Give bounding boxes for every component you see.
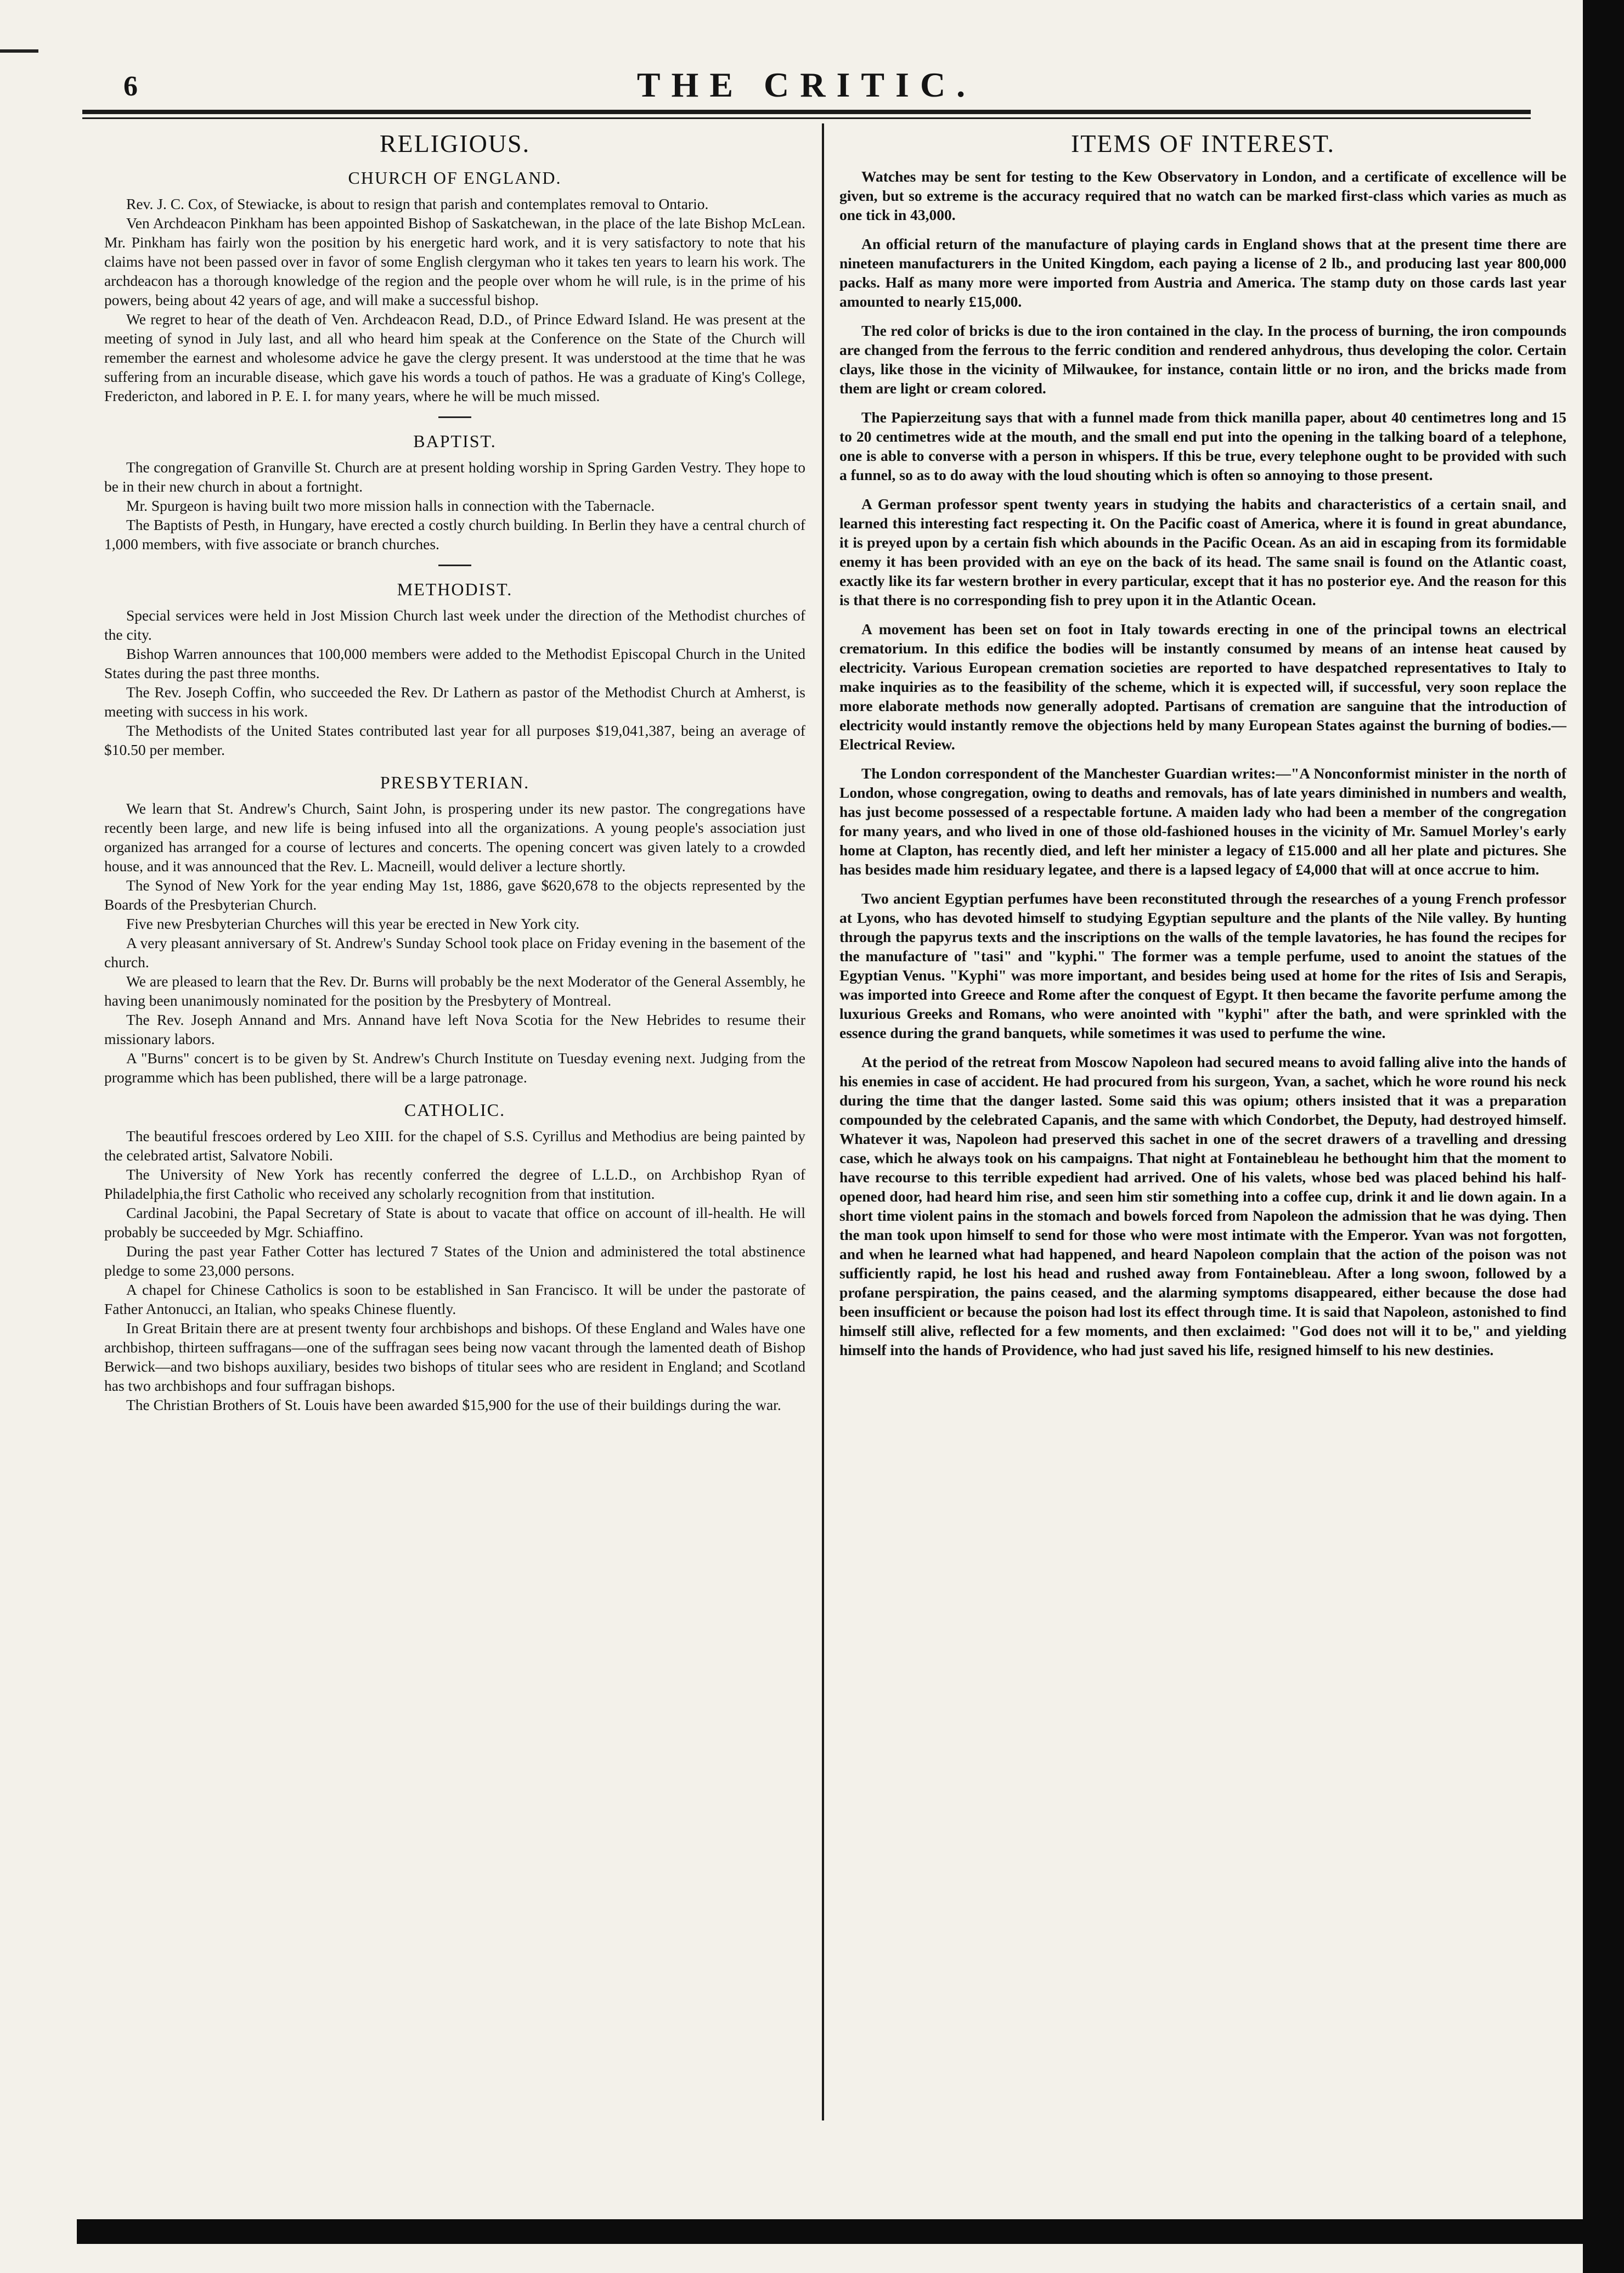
presbyterian-section (104, 771, 805, 1087)
items-of-interest-column (839, 125, 1566, 1369)
column-divider (822, 123, 824, 2120)
article-paragraph: The congregation of Granville St. Church are at present holding worship in Spring Garden Vestry. They hope to be in their new church in about a fortnight. (104, 459, 805, 495)
article-paragraph: At the period of the retreat from Moscow Napoleon had secured means to avoid falling alive into the hands of his enemies in case of accident. He had procured from his surgeon, Yvan, a sachet, which he wore round his neck during the time that the danger lasted. Some said this was opium; others insisted that it was a preparation compounded by the celebrated Capanis, and the same with which Condorbet, the Deputy, had destroyed himself. Whatever it was, Napoleon had preserved this sachet in one of the secret drawers of a travelling and dressing case, which he always took on his campaigns. That night at Fontainebleau he bethought him that the moment to have recourse to this terrible expedient had arrived. One of his valets, whose bed was placed behind his half-opened door, had heard him rise, and seen him stir something into a coffee cup, drink it and lie down again. In a short time violent pains in the stomach and bowels forced from Napoleon the admission that he was dying. Then the man took upon himself to send for those who were most intimate with the Emperor. Yvan was not forgotten, and when he learned what had happened, and heard Napoleon complain that the action of the poison was not sufficiently rapid, he lost his head and rushed away from Fontainebleau. After a long swoon, followed by a profane perspiration, the pains ceased, and the alarming symptoms disappeared, either because the dose had been insufficient or because the poison had lost its effect through time. It is said that Napoleon, astonished to find himself still alive, reflected for a few moments, and then exclaimed: "God does not will it to be," and yielding himself into the hands of Providence, who had just saved his life, resigned himself to his new destinies. (839, 1053, 1566, 1358)
article-paragraph: A very pleasant anniversary of St. Andrew's Sunday School took place on Friday evening in the basement of the church. (104, 934, 805, 971)
article-paragraph: Mr. Spurgeon is having built two more mission halls in connection with the Tabernacle. (126, 497, 655, 514)
article-paragraph: The Methodists of the United States contributed last year for all purposes $19,041,387, being an average of $10.50 per member. (104, 722, 805, 758)
religious-column (104, 125, 805, 1414)
article-paragraph: During the past year Father Cotter has lectured 7 States of the Union and administered the total abstinence pledge to some 23,000 persons. (104, 1243, 805, 1279)
article-paragraph: The Papierzeitung says that with a funnel made from thick manilla paper, about 40 centimetres long and 15 to 20 centimetres wide at the mouth, and the small end put into the opening in the talking board of a telephone, one is able to converse with a person in whispers. If this be true, every telephone ought to be provided with such a funnel, so as to do away with the loud shouting which is often so annoying to those present. (839, 409, 1566, 483)
article-paragraph: A German professor spent twenty years in studying the habits and characteristics of a certain snail, and learned this interesting fact respecting it. On the Pacific coast of America, where it is found in great abundance, it is preyed upon by a certain fish which abounds in the Pacific Ocean. As an aid in escaping from its formidable enemy it has been provided with an eye on the back of its head. The same snail is found on the Atlantic coast, exactly like its far western brother in every particular, except that it has no posterior eye. And the reason for this is that there is no corresponding fish to prey upon it in the Atlantic Ocean. (839, 495, 1566, 608)
article-paragraph: Two ancient Egyptian perfumes have been reconstituted through the researches of a young French professor at Lyons, who has devoted himself to studying Egyptian sepulture and the plants of the Nile valley. By hunting through the papyrus texts and the inscriptions on the walls of the temple lavatories, he has found the recipes for the manufacture of "tasi" and "kyphi." The former was a temple perfume, used to anoint the statues of the Egyptian Venus. "Kyphi" was more important, and besides being used at home for the rites of Isis and Serapis, was imported into Greece and Rome after the conquest of Egypt. It then became the favorite perfume among the luxurious Greeks and Romans, who were anointed with "kyphi" after the bath, and were sprinkled with the essence during the grand banquets, while sometimes it was used to perfume the wine. (839, 890, 1566, 1041)
article-paragraph: The London correspondent of the Manchester Guardian writes:—"A Nonconformist minister in the north of London, whose congregation, owing to deaths and removals, has of late years diminished in numbers and wealth, has just become possessed of a respectable fortune. A maiden lady who had been a member of the congregation for many years, and who lived in one of those old-fashioned houses in the vicinity of Mr. Samuel Morley's early home at Clapton, has recently died, and left her minister a legacy of £15.000 and all her plate and pictures. She has besides made him residuary legatee, and there is a lapsed legacy of £4,000 that will at once accrue to him. (839, 765, 1566, 878)
article-paragraph: The Synod of New York for the year ending May 1st, 1886, gave $620,678 to the objects represented by the Boards of the Presbyterian Church. (104, 877, 805, 913)
religious-heading: RELIGIOUS. (379, 129, 531, 157)
masthead (82, 65, 1531, 114)
article-paragraph: We are pleased to learn that the Rev. Dr. Burns will probably be the next Moderator of the General Assembly, he having been unanimously nominated for the position by the Presbytery of Montreal. (104, 973, 805, 1009)
article-paragraph: An official return of the manufacture of playing cards in England shows that at the present time there are nineteen manufacturers in the United Kingdom, each paying a license of 2 lb., and producing last year 800,000 packs. Half as many more were imported from Austria and America. The stamp duty on those cards last year amounted to nearly £15,000. (839, 235, 1566, 310)
article-paragraph: Five new Presbyterian Churches will this year be erected in New York city. (126, 915, 580, 932)
article-paragraph: The Rev. Joseph Coffin, who succeeded the Rev. Dr Lathern as pastor of the Methodist Church at Amherst, is meeting with success in his work. (104, 684, 805, 720)
article-paragraph: A "Burns" concert is to be given by St. Andrew's Church Institute on Tuesday evening next. Judging from the programme which has been published, there will be a large patronage. (104, 1050, 805, 1086)
baptist-section (104, 416, 805, 554)
catholic-section (104, 1099, 805, 1414)
article-paragraph: The Christian Brothers of St. Louis have been awarded $15,900 for the use of their buildings during the war. (126, 1396, 781, 1413)
article-paragraph: We regret to hear of the death of Ven. Archdeacon Read, D.D., of Prince Edward Island. He was present at the meeting of synod in July last, and all who heard him speak at the Conference on the State of the Church will remember the earnest and wholesome advice he gave the clergy present. It was understood at the time that he was suffering from an incurable disease, which gave his words a touch of pathos. He was a graduate of King's College, Fredericton, and labored in P. E. I. for many years, where he will be much missed. (104, 311, 805, 404)
church-of-england-section (104, 167, 805, 405)
presbyterian-heading: PRESBYTERIAN. (380, 772, 530, 792)
masthead-rule-thin (82, 117, 1531, 119)
masthead-rule-thick (82, 110, 1531, 114)
section-rule (438, 565, 471, 566)
article-paragraph: A movement has been set on foot in Italy towards erecting in one of the principal towns an electrical crematorium. In this edifice the bodies will be instantly consumed by means of an intense heat caused by electricity. Various European cremation societies are reported to have despatched representatives to Italy to make inquiries as to the feasibility of the scheme, which it is expected will, if successful, very soon replace the more elaborate methods now generally adopted. Partisans of cremation are sanguine that the introduction of electricity would instantly remove the objections held by many European States against the burning of bodies.—Electrical Review. (839, 621, 1566, 753)
article-paragraph: Watches may be sent for testing to the Kew Observatory in London, and a certificate of excellence will be given, but so extreme is the accuracy required that no watch can be marked first-class which varies as much as one tick in 43,000. (839, 168, 1566, 223)
article-paragraph: Special services were held in Jost Mission Church last week under the direction of the Methodist churches of the city. (104, 607, 805, 643)
article-paragraph: Ven Archdeacon Pinkham has been appointed Bishop of Saskatchewan, in the place of the late Bishop McLean. Mr. Pinkham has fairly won the position by his energetic hard work, and it is very satisfactory to note that his claims have not been passed over in favor of some English clergyman who it takes ten years to learn his work. The archdeacon has a thorough knowledge of the region and the people over whom he will rule, is in the prime of his powers, being about 42 years of age, and will make a successful bishop. (104, 215, 805, 308)
scan-bottom-shadow (77, 2219, 1591, 2244)
article-paragraph: The beautiful frescoes ordered by Leo XIII. for the chapel of S.S. Cyrillus and Methodius are being painted by the celebrated artist, Salvatore Nobili. (104, 1127, 805, 1164)
catholic-heading: CATHOLIC. (404, 1100, 506, 1120)
article-paragraph: Cardinal Jacobini, the Papal Secretary of State is about to vacate that office on account of ill-health. He will probably be succeeded by Mgr. Schiaffino. (104, 1204, 805, 1240)
article-paragraph: Bishop Warren announces that 100,000 members were added to the Methodist Episcopal Church in the United States during the past three months. (104, 645, 805, 681)
article-paragraph: Rev. J. C. Cox, of Stewiacke, is about to resign that parish and contemplates removal to Ontario. (126, 195, 709, 212)
article-paragraph: The Rev. Joseph Annand and Mrs. Annand have left Nova Scotia for the New Hebrides to resume their missionary labors. (104, 1011, 805, 1047)
article-paragraph: The red color of bricks is due to the iron contained in the clay. In the process of burning, the iron compounds are changed from the ferrous to the ferric condition and rendered anhydrous, thus developing the color. Certain clays, like those in the vicinity of Milwaukee, for instance, contain little or no iron, and the bricks made from them are light or cream colored. (839, 322, 1566, 397)
baptist-heading: BAPTIST. (413, 431, 497, 451)
methodist-heading: METHODIST. (397, 579, 513, 599)
article-paragraph: We learn that St. Andrew's Church, Saint John, is prospering under its new pastor. The congregations have recently been large, and new life is being infused into all the organizations. A young people's association just organized has arranged for a course of lectures and concerts. The opening concert was given lately to a crowded house, and it was announced that the Rev. L. Macneill, would deliver a lecture shortly. (104, 800, 805, 875)
scan-edge-shadow (1583, 0, 1624, 2273)
corner-mark (0, 49, 38, 53)
article-paragraph: The University of New York has recently conferred the degree of L.L.D., on Archbishop Ryan of Philadelphia,the first Catholic who received any scholarly recognition from that institution. (104, 1166, 805, 1202)
article-paragraph: A chapel for Chinese Catholics is soon to be established in San Francisco. It will be under the pastorate of Father Antonucci, an Italian, who speaks Chinese fluently. (104, 1281, 805, 1317)
methodist-section (104, 565, 805, 759)
page-number: 6 (123, 71, 138, 102)
church-of-england-heading: CHURCH OF ENGLAND. (348, 168, 562, 188)
section-rule (438, 416, 471, 418)
article-paragraph: In Great Britain there are at present twenty four archbishops and bishops. Of these England and Wales have one archbishop, thirteen suffragans—one of the suffragan sees being now vacant through the lamented death of Bishop Berwick—and two bishops auxiliary, besides two bishops of titular sees who are resident in England; and Scotland has two archbishops and four suffragan bishops. (104, 1319, 805, 1394)
items-of-interest-heading: ITEMS OF INTEREST. (1070, 129, 1335, 157)
article-paragraph: The Baptists of Pesth, in Hungary, have erected a costly church building. In Berlin they have a central church of 1,000 members, with five associate or branch churches. (104, 516, 805, 552)
masthead-title: THE CRITIC. (636, 65, 977, 104)
